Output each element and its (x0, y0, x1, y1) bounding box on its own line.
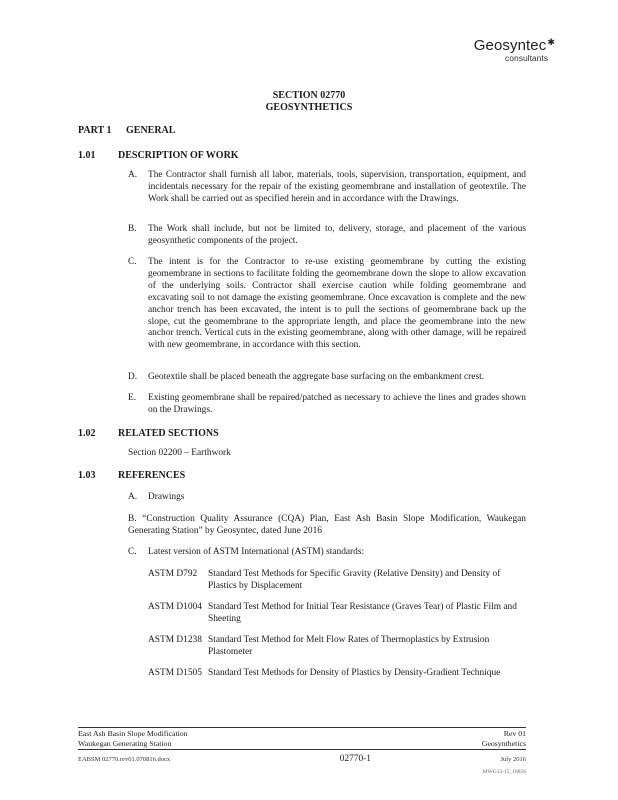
logo-subtitle: consultants (505, 53, 548, 63)
heading-title: DESCRIPTION OF WORK (118, 150, 239, 161)
footer (78, 729, 526, 777)
company-logo (474, 37, 555, 63)
heading-1-01 (78, 150, 239, 162)
item-text: Drawings (148, 492, 185, 502)
heading-title: RELATED SECTIONS (118, 428, 219, 439)
logo-name: Geosyntec (473, 37, 547, 54)
item-text: Geotextile shall be placed beneath the aggregate base surfacing on the embankment crest. (148, 372, 485, 382)
footer-section-name: Geosynthetics (481, 738, 526, 748)
footer-site: Waukegan Generating Station (78, 738, 172, 748)
paragraph-d (128, 372, 526, 384)
related-section-text: Section 02200 – Earthwork (128, 448, 231, 458)
standard-description: Standard Test Methods for Specific Gravity (Relative Density) and Density of Plastics by Displacement (208, 569, 501, 591)
heading-title: REFERENCES (118, 470, 186, 481)
item-letter: A. (128, 492, 138, 502)
item-letter: A. (128, 170, 138, 180)
section-title: GEOSYNTHETICS (265, 102, 353, 113)
part-title: GENERAL (126, 125, 176, 136)
standard-code: ASTM D1505 (148, 668, 202, 678)
footer-date: July 2016 (500, 756, 526, 763)
standard-row (148, 569, 528, 593)
item-letter: C. (128, 257, 137, 267)
standard-description: Standard Test Method for Initial Tear Resistance (Graves Tear) of Plastic Film and Sheeting (208, 602, 517, 624)
standard-code: ASTM D1004 (148, 602, 202, 612)
standard-row (148, 635, 528, 659)
item-letter: B. (128, 224, 137, 234)
item-text: The Work shall include, but not be limited to, delivery, storage, and placement of the various geosynthetic components of the project. (148, 224, 526, 246)
reference-b: B. “Construction Quality Assurance (CQA) Plan, East Ash Basin Slope Modification, Waukegan Generating Station” by Geosyntec, dated June 2016 (128, 514, 526, 536)
reference-a (128, 492, 526, 504)
footer-filename: EABSM 02770.rev01.070816.docx (78, 756, 171, 763)
item-letter: C. (128, 547, 137, 557)
heading-number: 1.01 (78, 150, 96, 161)
item-text: Latest version of ASTM International (ASTM) standards: (148, 547, 365, 557)
part-number: PART 1 (78, 125, 112, 136)
footer-project: East Ash Basin Slope Modification (78, 729, 188, 738)
section-number: SECTION 02770 (272, 90, 346, 101)
item-text: Existing geomembrane shall be repaired/patched as necessary to achieve the lines and grades shown on the Drawings. (148, 393, 526, 415)
standard-code: ASTM D792 (148, 569, 198, 579)
reference-c (128, 547, 526, 559)
footer-revision: Rev 01 (503, 729, 526, 738)
standard-description: Standard Test Method for Melt Flow Rates of Thermoplastics by Extrusion Plastometer (208, 635, 490, 657)
paragraph-e (128, 393, 526, 417)
standard-row (148, 602, 528, 626)
heading-1-03 (78, 470, 185, 482)
footer-rule (78, 727, 526, 728)
paragraph-c (128, 257, 526, 352)
standard-description: Standard Test Methods for Density of Plastics by Density-Gradient Technique (208, 668, 501, 678)
item-letter: D. (128, 372, 138, 382)
item-text: The intent is for the Contractor to re-use existing geomembrane by cutting the existing geomembrane in sections to facilitate folding the geomembrane down the slope to allow excavation of the underlying soils. Contractor shall exercise caution while folding geomembrane and excavating soil to not damage the existing geomembrane. Once excavation is complete and the new anchor trench has been excavated, the intent is to pull the sections of geomembrane back up the slope, cut the geomembrane to the appropriate length, and place the geomembrane into the new anchor trench. Vertical cuts in the existing geomembrane, along with other damage, will be repaired with new geomembrane, in accordance with this section. (148, 257, 526, 351)
paragraph-b (128, 224, 526, 248)
heading-number: 1.02 (78, 428, 96, 439)
standard-row (148, 668, 528, 680)
page-number: 02770-1 (339, 754, 371, 764)
logo-mark-icon: ✱ (547, 37, 555, 47)
paragraph-a (128, 170, 526, 206)
part-heading (78, 125, 175, 137)
heading-1-02 (78, 428, 219, 440)
standard-code: ASTM D1238 (148, 635, 202, 645)
heading-number: 1.03 (78, 470, 96, 481)
item-text: The Contractor shall furnish all labor, materials, tools, supervision, transportation, equipment, and incidentals necessary for the repair of the existing geomembrane and installation of geotextile. The Work shall be carried out as specified herein and in accordance with the Drawings. (148, 170, 526, 204)
document-code: MWG13-15_18856 (482, 768, 526, 775)
item-letter: E. (128, 393, 137, 403)
